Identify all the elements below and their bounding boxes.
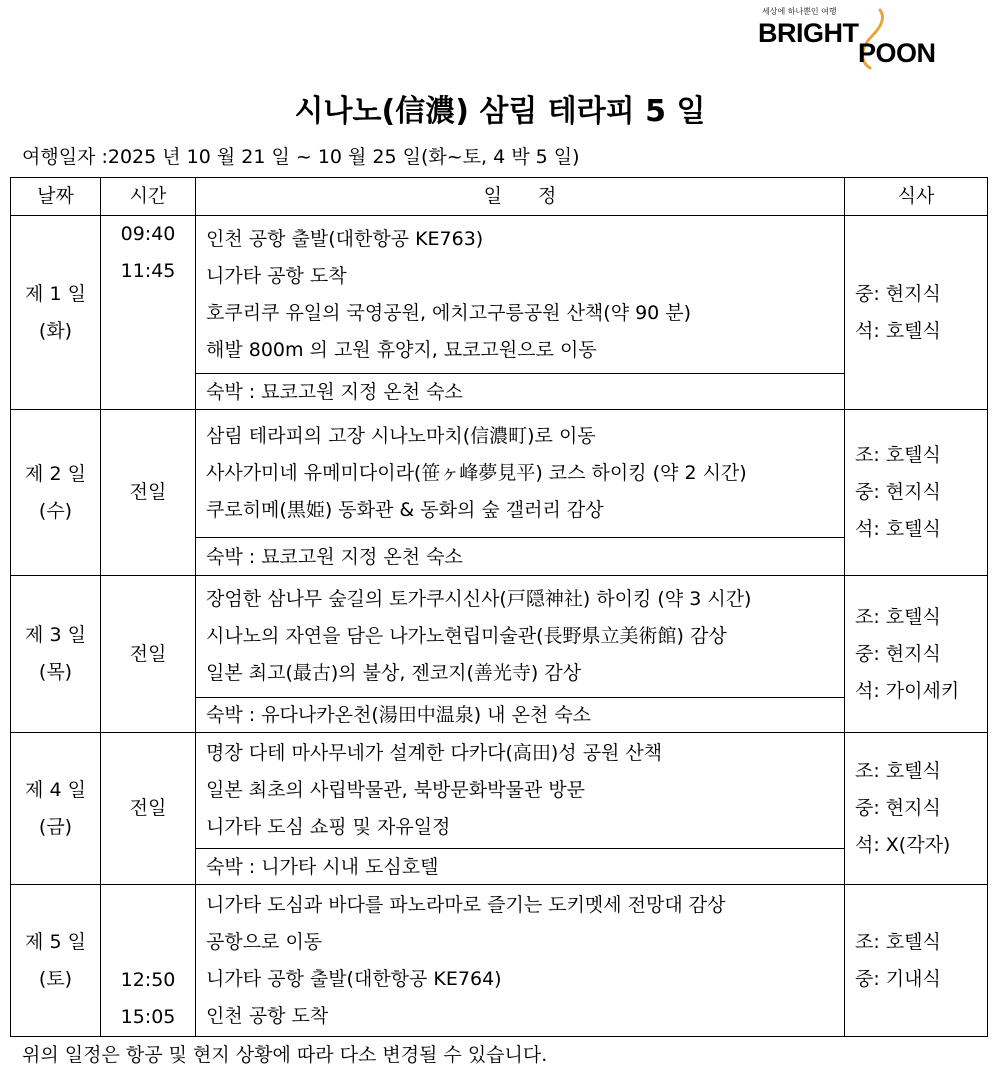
day3-meal: 중: 현지식 [855, 642, 941, 665]
day4-schedule [196, 733, 845, 849]
day5-meal: 조: 호텔식 [855, 930, 941, 953]
day2-meal: 석: 호텔식 [855, 518, 941, 540]
day2-item: 삼림 테라피의 고장 시나노마치(信濃町)로 이동 [206, 425, 596, 447]
footer-notice: 위의 일정은 항공 및 현지 상황에 따라 다소 변경될 수 있습니다. [22, 1044, 548, 1066]
day5-time-arrive: 15:05 [120, 1006, 176, 1028]
day1-label: 제 1 일 [25, 282, 86, 305]
header-row [11, 178, 988, 216]
day4-meal: 중: 현지식 [855, 797, 941, 819]
day5-label: 제 5 일 [25, 930, 86, 953]
header-meals: 식사 [845, 178, 988, 216]
day3-weekday: (목) [38, 661, 73, 683]
day5-time [101, 885, 196, 1037]
day3-meals [845, 576, 988, 733]
day3-item: 일본 최고(最古)의 불상, 젠코지(善光寺) 감상 [206, 662, 582, 684]
day1-time [101, 216, 196, 410]
day1-item: 니가타 공항 도착 [206, 264, 347, 287]
header-time: 시간 [101, 178, 196, 216]
day4-meal: 조: 호텔식 [855, 760, 941, 782]
header-schedule: 일 정 [196, 178, 845, 216]
day2-meal: 중: 현지식 [855, 481, 941, 503]
itinerary-table [10, 177, 988, 1037]
day1-stay: 숙박 : 묘코고원 지정 온천 숙소 [196, 374, 845, 410]
day2-time: 전일 [101, 410, 196, 576]
day5-meal: 중: 기내식 [855, 967, 941, 990]
day3-label: 제 3 일 [25, 624, 86, 646]
day4-item: 명장 다테 마사무네가 설계한 다카다(高田)성 공원 산책 [206, 742, 663, 764]
day1-meals [845, 216, 988, 410]
day5-date [11, 885, 101, 1037]
day1-row [11, 216, 988, 374]
day5-item: 니가타 도심과 바다를 파노라마로 즐기는 도키멧세 전망대 감상 [206, 893, 726, 916]
day4-date [11, 733, 101, 885]
logo-word-poon: POON [858, 38, 936, 68]
day1-meal: 석: 호텔식 [855, 319, 941, 342]
day1-item: 해발 800m 의 고원 휴양지, 묘코고원으로 이동 [206, 338, 597, 361]
day1-item: 인천 공항 출발(대한항공 KE763) [206, 227, 484, 250]
day3-time: 전일 [101, 576, 196, 733]
day5-meals [845, 885, 988, 1037]
day5-item: 인천 공항 도착 [206, 1004, 329, 1027]
day3-meal: 조: 호텔식 [855, 605, 941, 628]
day2-item: 쿠로히메(黒姫) 동화관 & 동화의 숲 갤러리 감상 [206, 499, 604, 521]
day1-meal: 중: 현지식 [855, 282, 941, 305]
day1-schedule [196, 216, 845, 374]
day5-weekday: (토) [38, 967, 73, 990]
header-date: 날짜 [11, 178, 101, 216]
day3-row [11, 576, 988, 698]
day4-meals [845, 733, 988, 885]
day5-time-depart: 12:50 [120, 969, 176, 991]
day5-schedule [196, 885, 845, 1037]
logo-word-bright: BRIGHT [758, 18, 859, 48]
day2-meals [845, 410, 988, 576]
day1-date [11, 216, 101, 410]
day3-meal: 석: 가이세키 [855, 679, 960, 702]
logo-tagline: 세상에 하나뿐인 여행 [762, 7, 837, 16]
day1-time-depart: 09:40 [120, 223, 176, 245]
day4-row [11, 733, 988, 849]
day1-item: 호쿠리쿠 유일의 국영공원, 에치고구릉공원 산책(약 90 분) [206, 301, 692, 324]
page-title: 시나노(信濃) 삼림 테라피 5 일 [294, 94, 706, 129]
day2-label: 제 2 일 [25, 462, 86, 485]
day1-weekday: (화) [38, 319, 73, 342]
day3-item: 장엄한 삼나무 숲길의 토가쿠시신사(戸隠神社) 하이킹 (약 3 시간) [206, 588, 752, 610]
day2-stay: 숙박 : 묘코고원 지정 온천 숙소 [196, 538, 845, 576]
day5-item: 니가타 공항 출발(대한항공 KE764) [206, 967, 502, 990]
day4-stay: 숙박 : 니가타 시내 도심호텔 [196, 849, 845, 885]
day2-row [11, 410, 988, 538]
day3-schedule [196, 576, 845, 698]
day3-stay: 숙박 : 유다나카온천(湯田中温泉) 내 온천 숙소 [196, 698, 845, 733]
day4-meal: 석: X(각자) [855, 834, 951, 856]
brand-logo [758, 6, 948, 70]
day5-row [11, 885, 988, 1037]
day4-weekday: (금) [38, 815, 73, 838]
day2-weekday: (수) [38, 499, 73, 522]
day1-time-arrive: 11:45 [120, 260, 176, 282]
day3-item: 시나노의 자연을 담은 나가노현립미술관(長野県立美術館) 감상 [206, 625, 727, 647]
day2-schedule [196, 410, 845, 538]
day3-date [11, 576, 101, 733]
day2-item: 사사가미네 유메미다이라(笹ヶ峰夢見平) 코스 하이킹 (약 2 시간) [206, 462, 747, 484]
day4-time: 전일 [101, 733, 196, 885]
day4-label: 제 4 일 [25, 778, 86, 801]
day2-meal: 조: 호텔식 [855, 444, 941, 466]
trip-dates: 여행일자 :2025 년 10 월 21 일 ~ 10 월 25 일(화~토, 4 박 5 일) [22, 146, 580, 168]
day4-item: 일본 최초의 사립박물관, 북방문화박물관 방문 [206, 779, 585, 801]
day5-item: 공항으로 이동 [206, 930, 323, 953]
day2-date [11, 410, 101, 576]
day4-item: 니가타 도심 쇼핑 및 자유일정 [206, 816, 451, 838]
